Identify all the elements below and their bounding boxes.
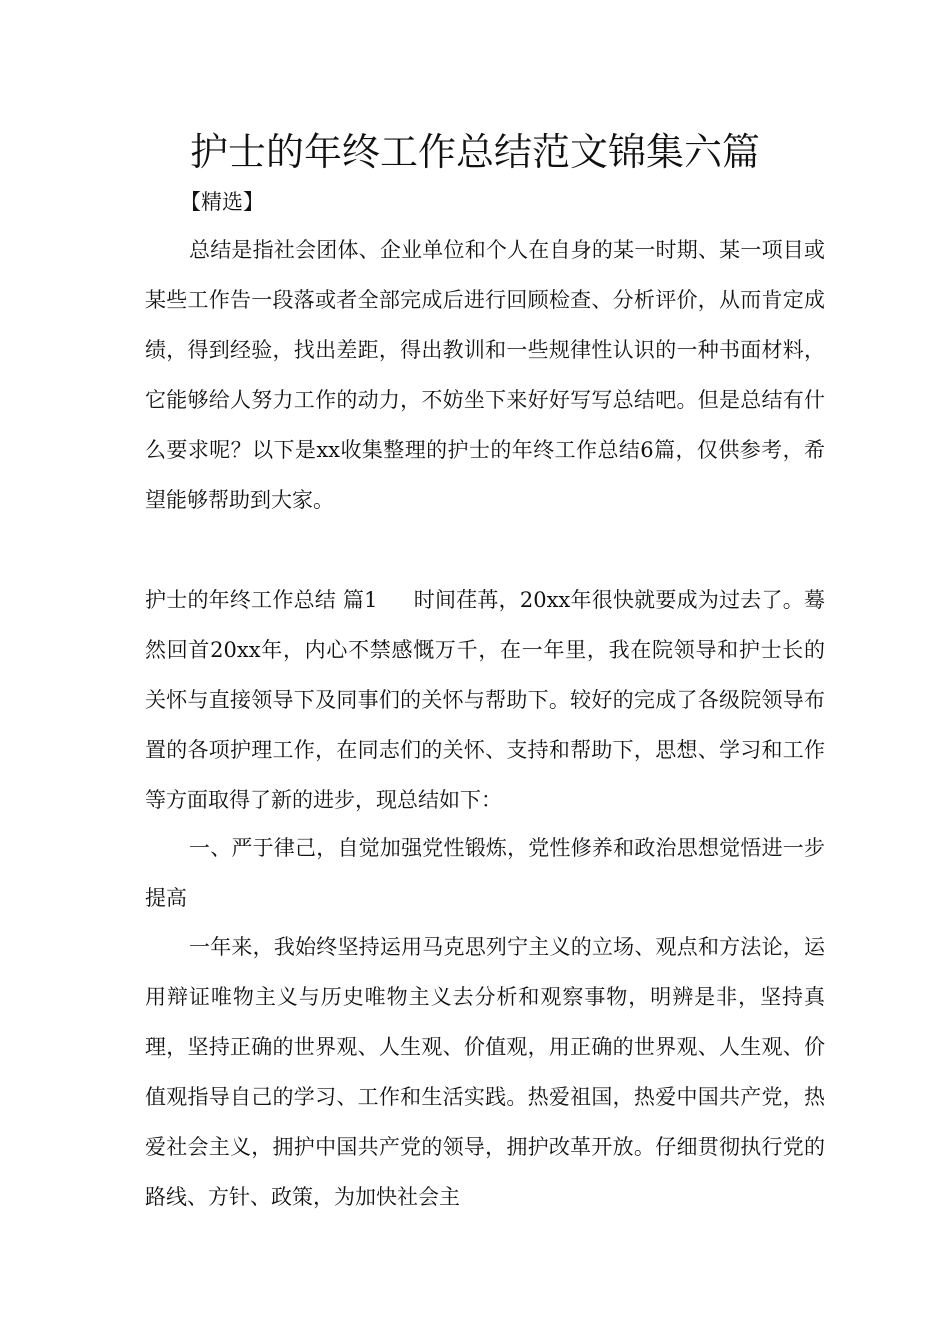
intro-paragraph: 总结是指社会团体、企业单位和个人在自身的某一时期、某一项目或某些工作告一段落或者全部完成后进行回顾检查、分析评价，从而肯定成绩，得到经验，找出差距，得出教训和一些规律性认识的一种书面材料，它能够给人努力工作的动力，不妨坐下来好好写写总结吧。但是总结有什么要求呢？以下是xx收集整理的护士的年终工作总结6篇，仅供参考，希望能够帮助到大家。 xyxy=(145,238,825,512)
point-one-heading: 一、严于律己，自觉加强党性锻炼，党性修养和政治思想觉悟进一步提高 xyxy=(145,836,825,910)
section-heading: 护士的年终工作总结 篇1 xyxy=(145,588,378,612)
featured-tag: 【精选】 xyxy=(180,190,264,214)
section-body: 时间荏苒，20xx年很快就要成为过去了。蓦然回首20xx年，内心不禁感慨万千，在一年里，我在院领导和护士长的关怀与直接领导下及同事们的关怀与帮助下。较好的完成了各级院领导布置的各项护理工作，在同志们的关怀、支持和帮助下，思想、学习和工作等方面取得了新的进步，现总结如下： xyxy=(145,588,825,812)
point-one-paragraph: 一年来，我始终坚持运用马克思列宁主义的立场、观点和方法论，运用辩证唯物主义与历史唯物主义去分析和观察事物，明辨是非，坚持真理，坚持正确的世界观、人生观、价值观，用正确的世界观、人生观、价值观指导自己的学习、工作和生活实践。热爱祖国，热爱中国共产党，热爱社会主义，拥护中国共产党的领导，拥护改革开放。仔细贯彻执行党的路线、方针、政策，为加快社会主 xyxy=(145,935,825,1209)
document-title: 护士的年终工作总结范文锦集六篇 xyxy=(189,130,760,174)
section-paragraph xyxy=(145,575,825,825)
